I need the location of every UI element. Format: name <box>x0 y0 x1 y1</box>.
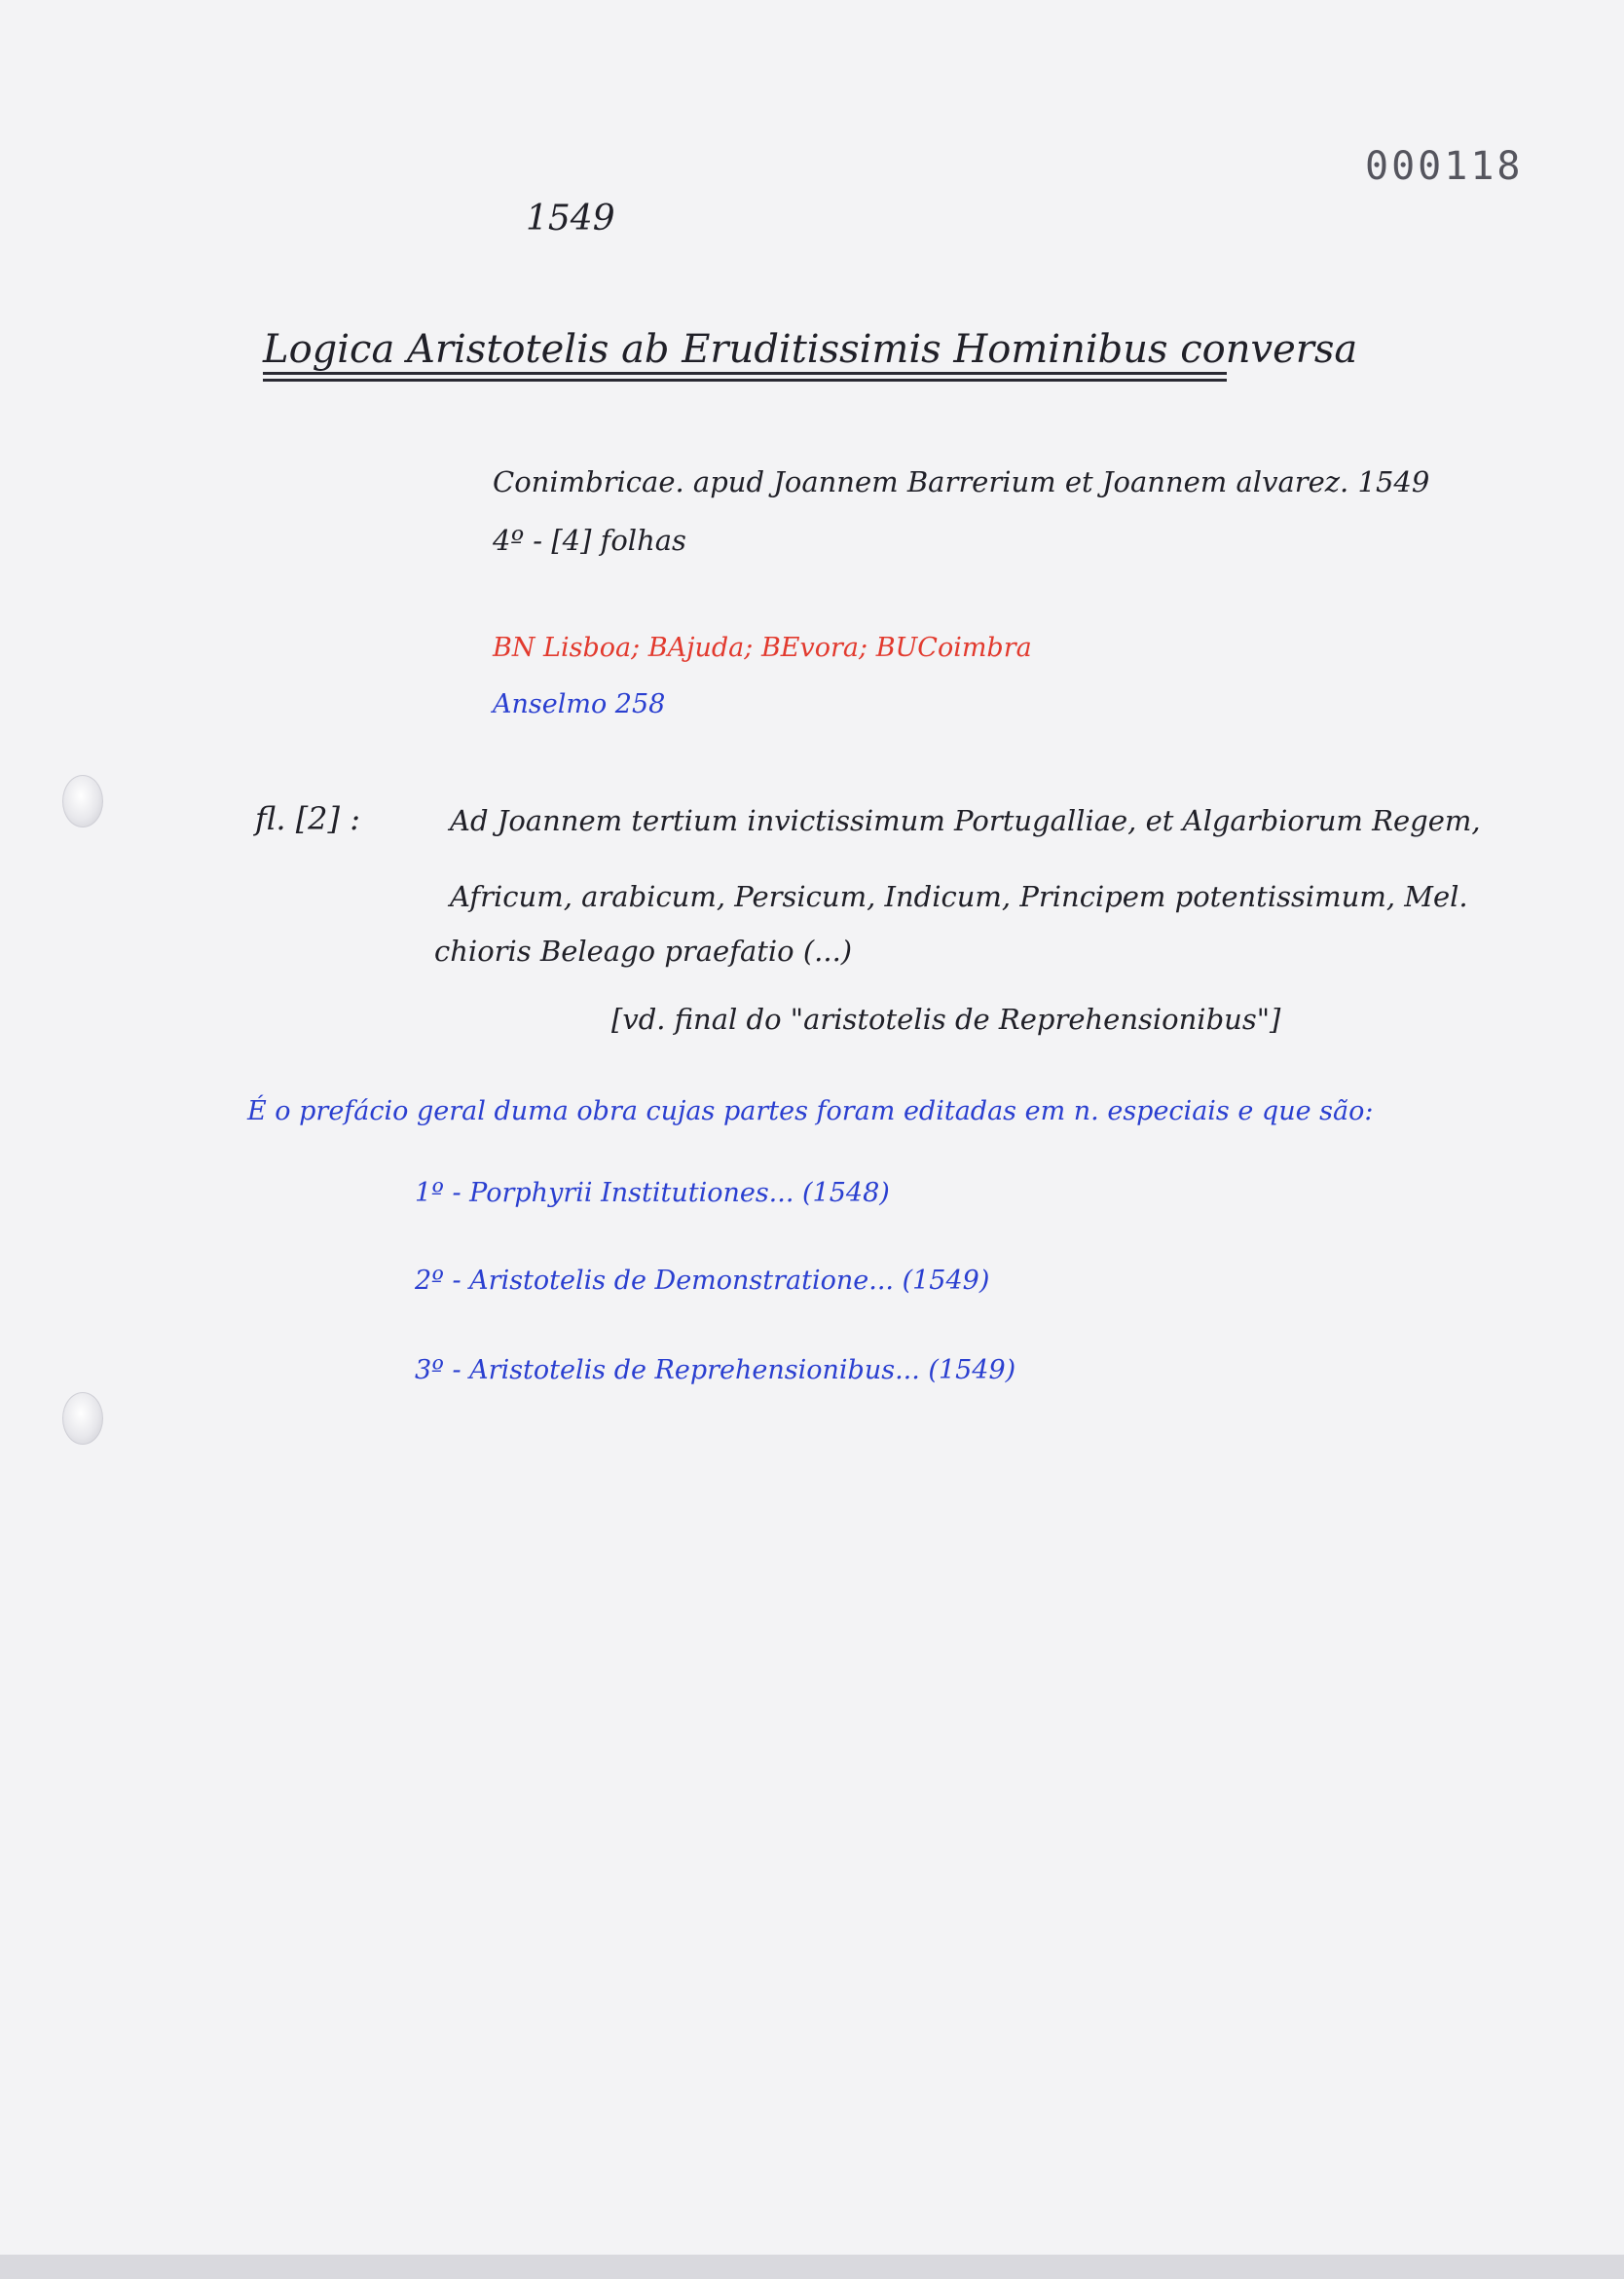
library-holdings: BN Lisboa; BAjuda; BEvora; BUCoimbra <box>493 633 1032 663</box>
folio-text-line: chioris Beleago praefatio (...) <box>434 935 853 968</box>
folio-label: fl. [2] : <box>255 800 360 837</box>
imprint-line: Conimbricae. apud Joannem Barrerium et Joannem alvarez. 1549 <box>493 465 1430 498</box>
format-line: 4º - [4] folhas <box>493 524 686 557</box>
part-item: 1º - Porphyrii Institutiones... (1548) <box>415 1178 890 1208</box>
part-item: 2º - Aristotelis de Demonstratione... (1549) <box>415 1266 990 1296</box>
folio-text-line: Ad Joannem tertium invictissimum Portugalliae, et Algarbiorum Regem, <box>450 804 1481 837</box>
part-item: 3º - Aristotelis de Reprehensionibus... (1549) <box>415 1355 1016 1385</box>
folio-text-line: Africum, arabicum, Persicum, Indicum, Principem potentissimum, Mel. <box>450 880 1468 913</box>
bibliographic-reference: Anselmo 258 <box>493 689 666 719</box>
year: 1549 <box>526 199 615 239</box>
punch-hole <box>62 775 103 827</box>
title-underline-double <box>263 379 1227 382</box>
punch-hole <box>62 1392 103 1445</box>
scan-bottom-edge <box>0 2255 1624 2279</box>
preface-note: É o prefácio geral duma obra cujas partes foram editadas em n. especiais e que são: <box>247 1096 1374 1126</box>
stamp-number: 000118 <box>1365 144 1524 189</box>
folio-cross-reference: [vd. final do "aristotelis de Reprehensionibus"] <box>611 1003 1281 1036</box>
title-underline <box>263 372 1227 375</box>
book-title: Logica Aristotelis ab Eruditissimis Hominibus conversa <box>263 327 1358 372</box>
